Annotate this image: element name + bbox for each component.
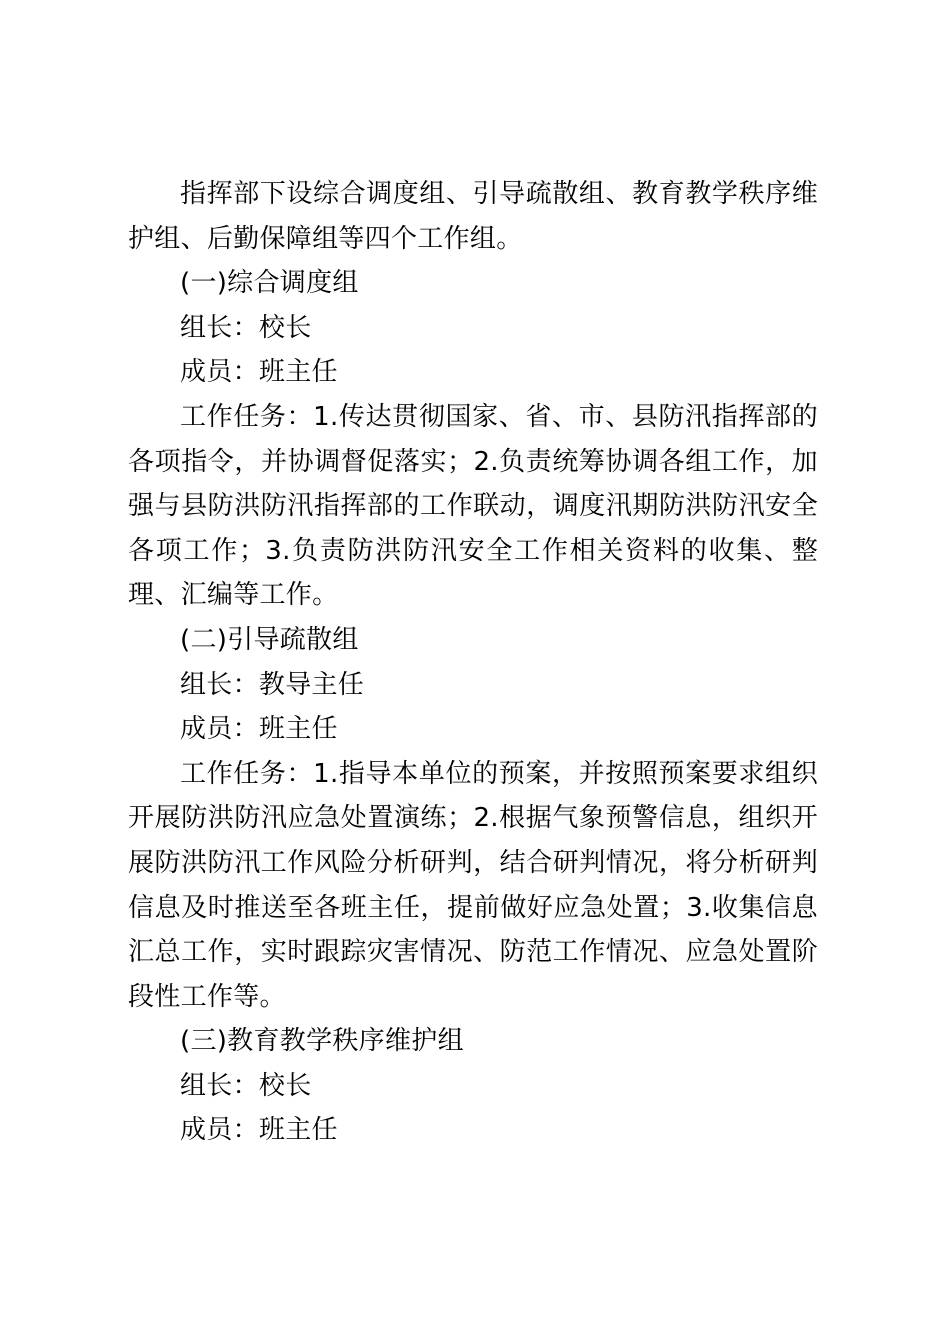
section-heading-evacuation: (二)引导疏散组 <box>180 624 359 655</box>
group-members-line: 成员：班主任 <box>180 714 338 745</box>
section-heading-teaching-order: (三)教育教学秩序维护组 <box>180 1026 464 1057</box>
task-paragraph: 工作任务：1.传达贯彻国家、省、市、县防汛指挥部的各项指令，并协调督促落实；2.负责统筹协调各组工作，加强与县防洪防汛指挥部的工作联动，调度汛期防洪防汛安全各项工作；3.负责防洪防汛安全工作相关资料的收集、整理、汇编等工作。 <box>128 401 818 611</box>
group-members-line: 成员：班主任 <box>180 1115 338 1146</box>
group-leader-line: 组长：校长 <box>180 312 312 343</box>
group-leader-line: 组长：教导主任 <box>180 669 365 700</box>
group-members-line: 成员：班主任 <box>180 357 338 388</box>
group-leader-line: 组长：校长 <box>180 1070 312 1101</box>
intro-paragraph: 指挥部下设综合调度组、引导疏散组、教育教学秩序维护组、后勤保障组等四个工作组。 <box>128 179 818 254</box>
section-heading-general-dispatch: (一)综合调度组 <box>180 268 359 299</box>
task-paragraph: 工作任务：1.指导本单位的预案，并按照预案要求组织开展防洪防汛应急处置演练；2.根据气象预警信息，组织开展防洪防汛工作风险分析研判，结合研判情况，将分析研判信息及时推送至各班主任，提前做好应急处置；3.收集信息汇总工作，实时跟踪灾害情况、防范工作情况、应急处置阶段性工作等。 <box>128 758 818 1012</box>
document-body <box>128 172 818 1153</box>
